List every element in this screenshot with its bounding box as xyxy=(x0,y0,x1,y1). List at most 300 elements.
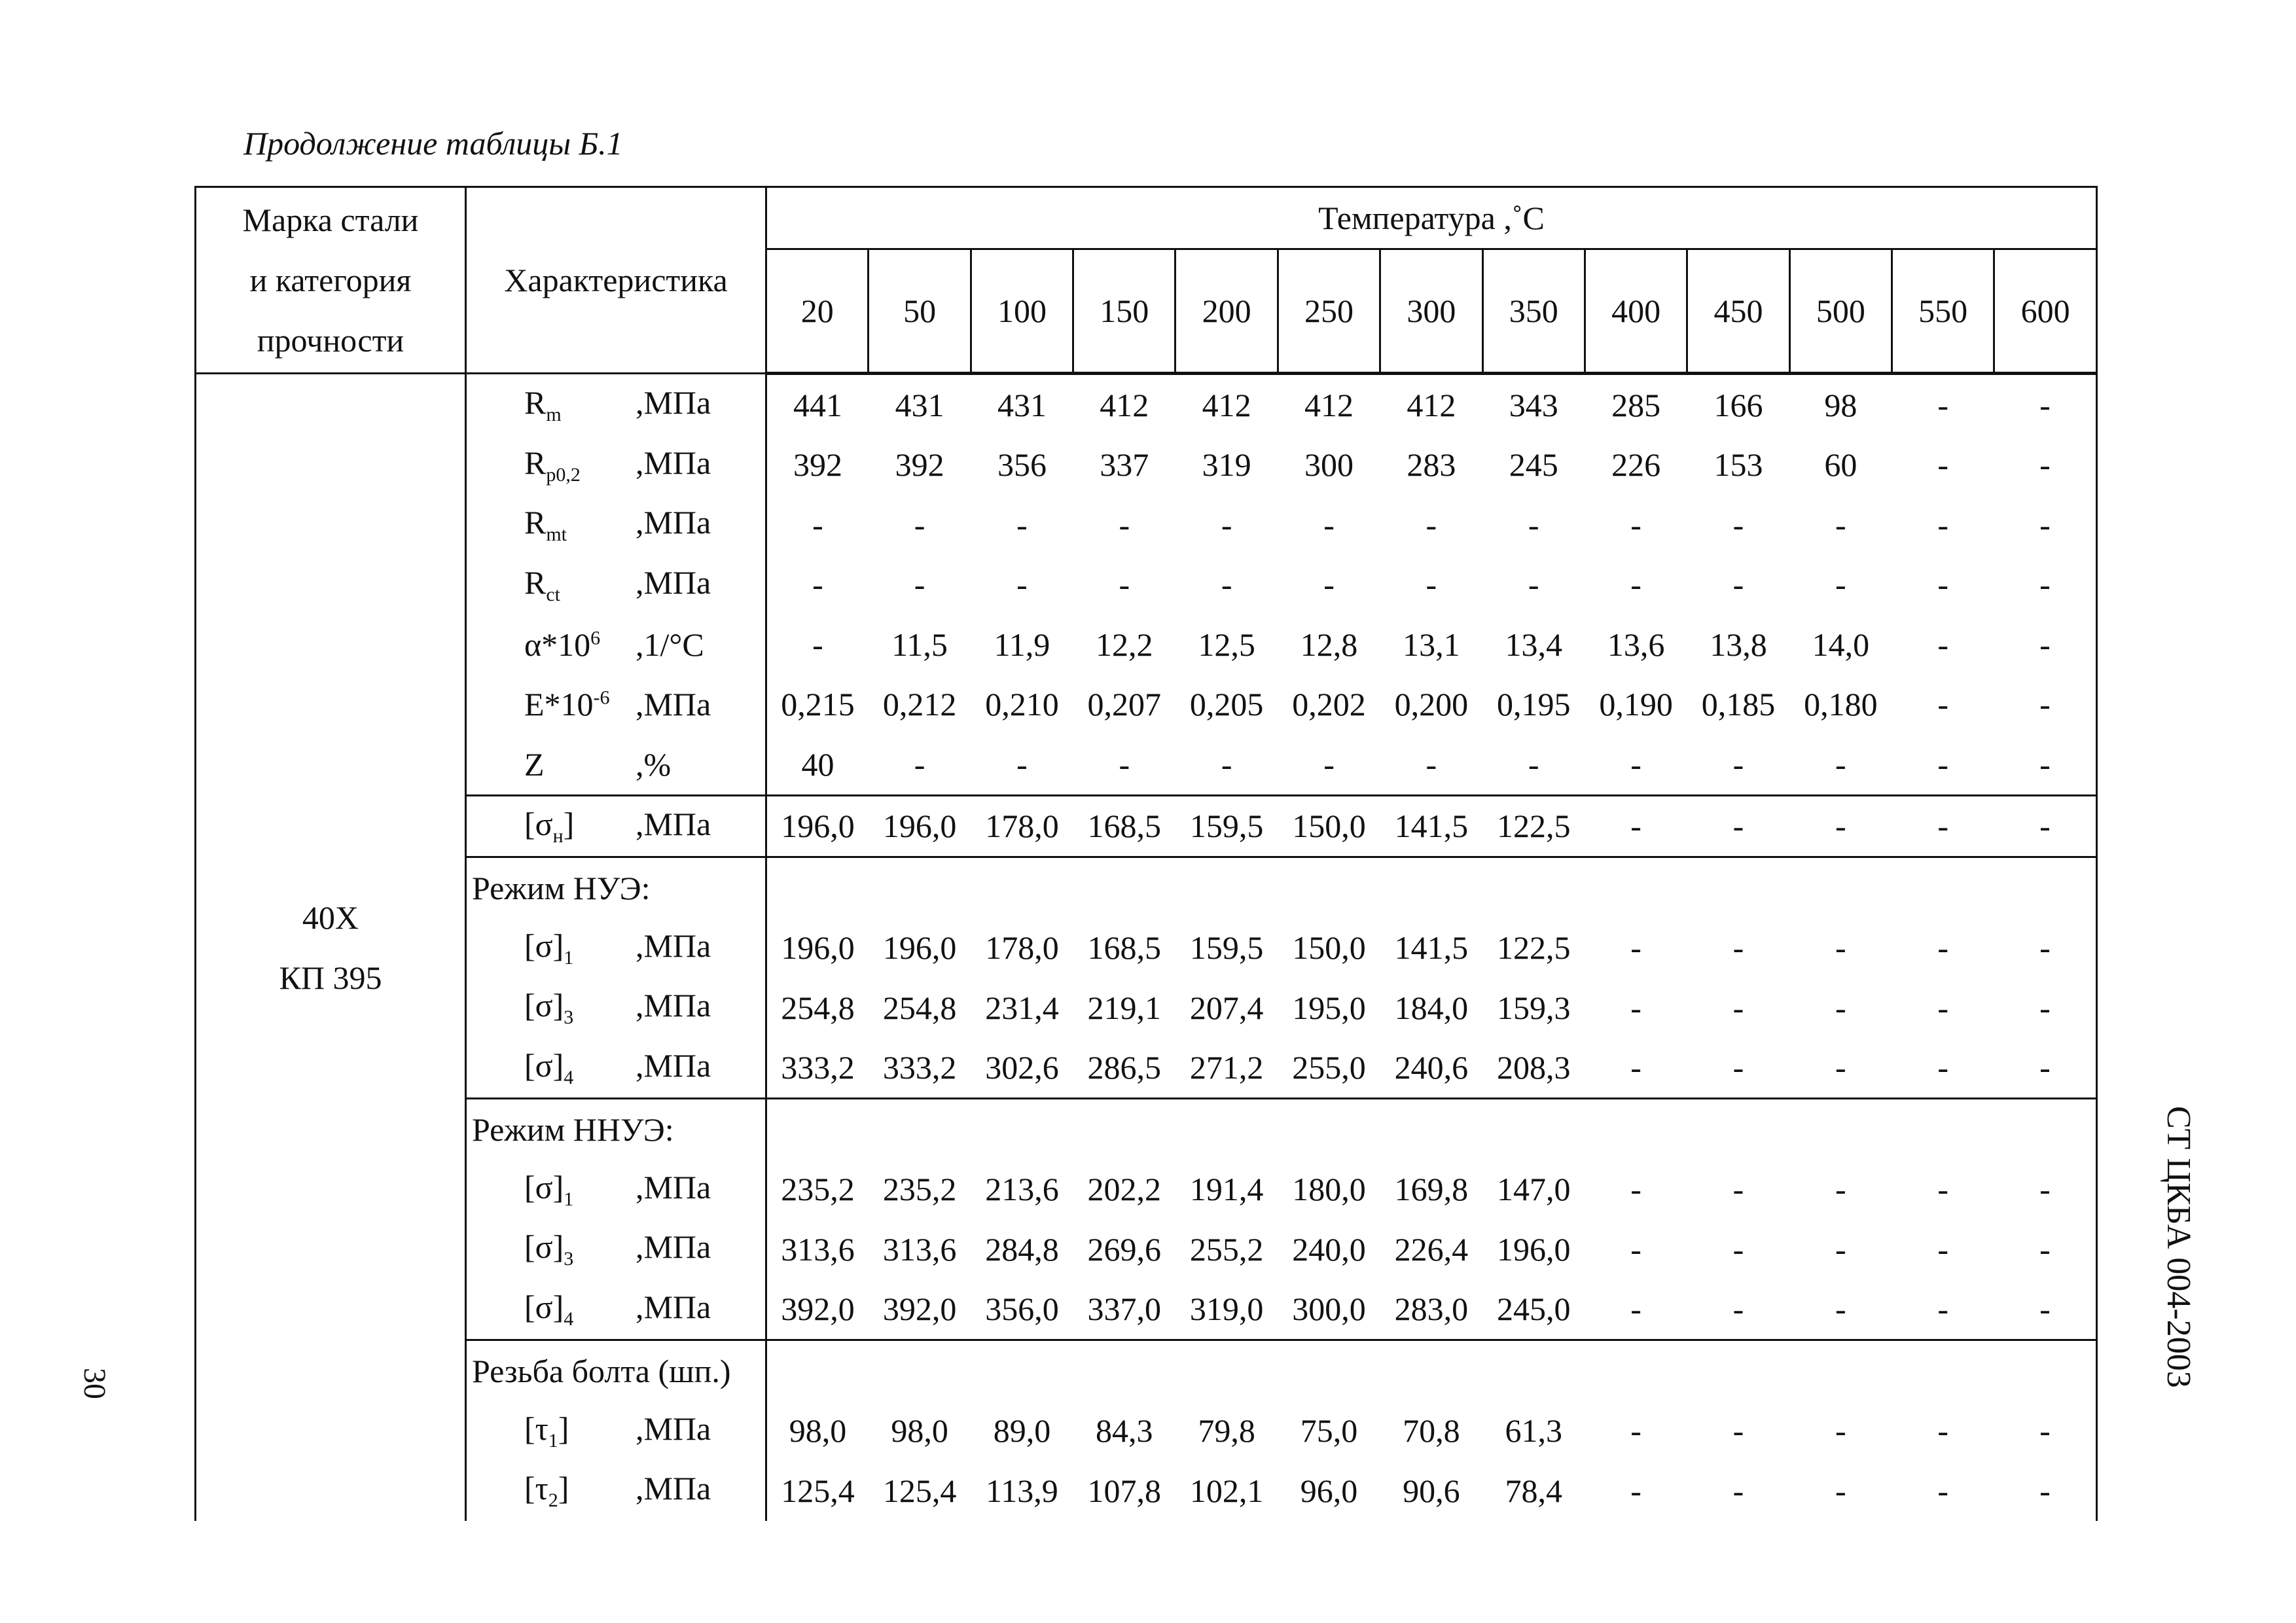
table-row xyxy=(196,495,2097,555)
strength-category: КП 395 xyxy=(279,959,382,996)
symbol: $[\sigma_н]$ xyxy=(524,805,575,847)
value-cell: - xyxy=(1732,989,1744,1026)
value-cell: - xyxy=(1937,1230,1948,1268)
value-cell: 84,3 xyxy=(1096,1412,1153,1450)
value-cell: - xyxy=(1835,1049,1846,1086)
value-cell: - xyxy=(1016,566,1028,603)
temperature-cell: 300 xyxy=(1380,249,1482,374)
value-cell: 0,202 xyxy=(1292,686,1366,723)
value-cell: 300 xyxy=(1304,446,1354,484)
symbol: $[\tau_1]$ xyxy=(524,1410,569,1452)
value-cell: 96,0 xyxy=(1300,1472,1358,1509)
unit: ,МПа xyxy=(635,1046,711,1084)
value-cell: 98,0 xyxy=(891,1412,948,1450)
table-row xyxy=(196,1219,2097,1279)
value-cell: 12,2 xyxy=(1096,626,1153,663)
unit: ,МПа xyxy=(635,1288,711,1325)
value-cell: - xyxy=(1630,1171,1641,1208)
characteristic-cell: Режим НУЭ: xyxy=(465,857,766,918)
value-cell: - xyxy=(1937,446,1948,484)
value-cell: 313,6 xyxy=(882,1230,957,1268)
value-cell: - xyxy=(1937,566,1948,603)
value-cell: 159,5 xyxy=(1175,795,1278,857)
value-cell: - xyxy=(1835,1412,1846,1450)
value-cell: 356,0 xyxy=(985,1291,1059,1328)
value-cell: - xyxy=(1835,506,1846,543)
unit: ,МПа xyxy=(635,1228,711,1266)
value-cell: - xyxy=(1994,1279,2097,1340)
value-cell: 11,9 xyxy=(994,626,1050,663)
characteristic-cell xyxy=(465,1279,766,1340)
value-cell: 285 xyxy=(1611,386,1661,423)
value-cell: 169,8 xyxy=(1394,1171,1469,1208)
value-cell: 207,4 xyxy=(1189,989,1264,1026)
steel-grade: 40Х xyxy=(302,899,359,936)
value-cell: 286,5 xyxy=(1087,1049,1162,1086)
value-cell: - xyxy=(1323,566,1335,603)
value-cell: 168,5 xyxy=(1087,929,1162,967)
table-row xyxy=(196,734,2097,795)
characteristic-cell xyxy=(465,1401,766,1461)
value-cell: 60 xyxy=(1824,446,1857,484)
value-cell: - xyxy=(1937,1472,1948,1509)
value-cell: 240,6 xyxy=(1394,1049,1469,1086)
table-row xyxy=(196,555,2097,615)
value-cell: 231,4 xyxy=(985,989,1059,1026)
unit: ,МПа xyxy=(635,1168,711,1205)
value-cell: 61,3 xyxy=(1505,1412,1562,1450)
value-cell: 0,180 xyxy=(1804,686,1878,723)
value-cell: - xyxy=(1937,989,1948,1026)
value-cell: 412 xyxy=(1100,386,1149,423)
value-cell: 98 xyxy=(1824,386,1857,423)
value-cell: - xyxy=(1835,1230,1846,1268)
value-cell: 412 xyxy=(1407,386,1456,423)
value-cell: 245,0 xyxy=(1496,1291,1571,1328)
value-cell: 392 xyxy=(895,446,944,484)
value-cell: - xyxy=(1994,978,2097,1038)
value-cell: 271,2 xyxy=(1189,1049,1264,1086)
value-cell: 122,5 xyxy=(1482,795,1585,857)
value-cell: 180,0 xyxy=(1292,1171,1366,1208)
value-cell: - xyxy=(812,566,823,603)
value-cell: 412 xyxy=(1304,386,1354,423)
value-cell: 90,6 xyxy=(1403,1472,1460,1509)
empty-cell xyxy=(766,1099,2097,1160)
value-cell: 14,0 xyxy=(1812,626,1870,663)
characteristic-cell: Резьба болта (шп.) xyxy=(465,1340,766,1401)
value-cell: - xyxy=(1732,1412,1744,1450)
symbol: $[\sigma]_4$ xyxy=(524,1046,574,1088)
value-cell: - xyxy=(1994,1160,2097,1220)
value-cell: 392 xyxy=(793,446,842,484)
value-cell: - xyxy=(1937,506,1948,543)
value-cell: - xyxy=(1994,675,2097,735)
value-cell: - xyxy=(1426,745,1437,783)
value-cell: 431 xyxy=(895,386,944,423)
symbol: $[\sigma]_3$ xyxy=(524,987,574,1029)
temperature-cell: 200 xyxy=(1175,249,1278,374)
value-cell: - xyxy=(1994,435,2097,495)
value-cell: 356 xyxy=(997,446,1047,484)
value-cell: - xyxy=(1835,1291,1846,1328)
empty-cell xyxy=(766,1340,2097,1401)
value-cell: 333,2 xyxy=(781,1049,855,1086)
value-cell: 283 xyxy=(1407,446,1456,484)
value-cell: - xyxy=(1835,1472,1846,1509)
value-cell: - xyxy=(1835,929,1846,967)
value-cell: - xyxy=(1016,506,1028,543)
value-cell: - xyxy=(1630,1230,1641,1268)
value-cell: - xyxy=(1687,795,1789,857)
value-cell: 300,0 xyxy=(1292,1291,1366,1328)
characteristic-cell xyxy=(465,918,766,978)
unit: ,МПа xyxy=(635,444,711,481)
characteristic-cell xyxy=(465,1160,766,1220)
temperature-cell: 50 xyxy=(869,249,971,374)
characteristic-cell xyxy=(465,795,766,857)
value-cell: - xyxy=(1528,506,1539,543)
table-row xyxy=(196,1401,2097,1461)
value-cell: - xyxy=(1994,734,2097,795)
value-cell: - xyxy=(1937,1171,1948,1208)
table-row xyxy=(196,675,2097,735)
value-cell: 102,1 xyxy=(1189,1472,1264,1509)
value-cell: - xyxy=(1630,929,1641,967)
value-cell: 40 xyxy=(801,745,834,783)
characteristic-cell xyxy=(465,374,766,435)
value-cell: 319,0 xyxy=(1189,1291,1264,1328)
value-cell: 254,8 xyxy=(882,989,957,1026)
unit: ,МПа xyxy=(635,987,711,1024)
characteristic-cell xyxy=(465,675,766,735)
value-cell: - xyxy=(1732,1291,1744,1328)
value-cell: 107,8 xyxy=(1087,1472,1162,1509)
symbol: $\alpha*10^6$ xyxy=(524,626,601,663)
page-number: 30 xyxy=(77,1368,112,1399)
unit: ,1/°С xyxy=(635,626,704,663)
value-cell: - xyxy=(1994,1401,2097,1461)
temperature-cell: 250 xyxy=(1278,249,1380,374)
value-cell: 235,2 xyxy=(781,1171,855,1208)
value-cell: 79,8 xyxy=(1198,1412,1255,1450)
value-cell: 98,0 xyxy=(789,1412,847,1450)
temperature-cell: 350 xyxy=(1482,249,1585,374)
characteristic-cell xyxy=(465,978,766,1038)
characteristic-cell xyxy=(465,734,766,795)
value-cell: 122,5 xyxy=(1496,929,1571,967)
value-cell: 319 xyxy=(1202,446,1251,484)
temperature-cell: 550 xyxy=(1892,249,1994,374)
unit: ,МПа xyxy=(635,686,711,723)
value-cell: 431 xyxy=(997,386,1047,423)
value-cell: - xyxy=(1630,566,1641,603)
value-cell: 13,4 xyxy=(1505,626,1562,663)
symbol: Z xyxy=(524,745,545,783)
value-cell: - xyxy=(1732,1472,1744,1509)
value-cell: 226,4 xyxy=(1394,1230,1469,1268)
unit: ,МПа xyxy=(635,927,711,964)
value-cell: 147,0 xyxy=(1496,1171,1571,1208)
value-cell: - xyxy=(1016,745,1028,783)
value-cell: 284,8 xyxy=(985,1230,1059,1268)
value-cell: - xyxy=(1630,989,1641,1026)
value-cell: 12,8 xyxy=(1300,626,1358,663)
value-cell: - xyxy=(1732,1230,1744,1268)
value-cell: - xyxy=(1630,1049,1641,1086)
value-cell: 213,6 xyxy=(985,1171,1059,1208)
value-cell: - xyxy=(1323,745,1335,783)
characteristic-cell xyxy=(465,1038,766,1099)
value-cell: - xyxy=(1426,506,1437,543)
value-cell: - xyxy=(1994,1461,2097,1521)
table-row xyxy=(196,1340,2097,1401)
value-cell: 150,0 xyxy=(1292,929,1366,967)
value-cell: 337,0 xyxy=(1087,1291,1162,1328)
value-cell: 13,6 xyxy=(1607,626,1665,663)
value-cell: 0,205 xyxy=(1189,686,1264,723)
value-cell: - xyxy=(1221,506,1232,543)
value-cell: - xyxy=(1892,795,1994,857)
value-cell: 196,0 xyxy=(766,795,869,857)
value-cell: 196,0 xyxy=(781,929,855,967)
value-cell: 302,6 xyxy=(985,1049,1059,1086)
value-cell: 235,2 xyxy=(882,1171,957,1208)
symbol: $R_{ct}$ xyxy=(524,563,560,605)
value-cell: 254,8 xyxy=(781,989,855,1026)
table-row xyxy=(196,1160,2097,1220)
table-row xyxy=(196,918,2097,978)
value-cell: 78,4 xyxy=(1505,1472,1562,1509)
value-cell: 12,5 xyxy=(1198,626,1255,663)
value-cell: - xyxy=(1835,1171,1846,1208)
value-cell: - xyxy=(1937,1049,1948,1086)
characteristic-cell xyxy=(465,1219,766,1279)
value-cell: - xyxy=(1119,745,1130,783)
value-cell: 283,0 xyxy=(1394,1291,1469,1328)
value-cell: - xyxy=(1994,1038,2097,1099)
table-row xyxy=(196,374,2097,435)
value-cell: - xyxy=(1835,566,1846,603)
value-cell: - xyxy=(1630,506,1641,543)
temperature-cell: 500 xyxy=(1789,249,1892,374)
value-cell: 240,0 xyxy=(1292,1230,1366,1268)
value-cell: 89,0 xyxy=(993,1412,1051,1450)
value-cell: - xyxy=(1630,1412,1641,1450)
table-row xyxy=(196,1461,2097,1521)
characteristic-cell xyxy=(465,615,766,675)
symbol: $R_{p0,2}$ xyxy=(524,444,581,486)
value-cell: - xyxy=(1630,745,1641,783)
characteristic-cell: Режим ННУЭ: xyxy=(465,1099,766,1160)
value-cell: - xyxy=(1994,795,2097,857)
value-cell: 392,0 xyxy=(882,1291,957,1328)
grade-column-header: Марка стали и категория прочности xyxy=(196,187,466,374)
symbol: $R_m$ xyxy=(524,383,562,425)
value-cell: 313,6 xyxy=(781,1230,855,1268)
document-code: СТ ЦКБА 004-2003 xyxy=(2160,1106,2197,1388)
value-cell: - xyxy=(812,506,823,543)
value-cell: - xyxy=(1937,686,1948,723)
value-cell: 150,0 xyxy=(1278,795,1380,857)
value-cell: - xyxy=(914,745,925,783)
value-cell: - xyxy=(1937,1291,1948,1328)
value-cell: - xyxy=(1119,566,1130,603)
value-cell: - xyxy=(914,566,925,603)
unit: ,МПа xyxy=(635,805,711,842)
value-cell: - xyxy=(1528,745,1539,783)
value-cell: 141,5 xyxy=(1394,929,1469,967)
table-row xyxy=(196,615,2097,675)
table-row xyxy=(196,857,2097,918)
value-cell: 255,2 xyxy=(1189,1230,1264,1268)
value-cell: - xyxy=(1937,386,1948,423)
table-row xyxy=(196,1099,2097,1160)
value-cell: 219,1 xyxy=(1087,989,1162,1026)
value-cell: - xyxy=(1994,555,2097,615)
value-cell: 184,0 xyxy=(1394,989,1469,1026)
value-cell: 113,9 xyxy=(986,1472,1058,1509)
temperature-cell: 20 xyxy=(766,249,869,374)
table-row xyxy=(196,978,2097,1038)
value-cell: - xyxy=(1937,1412,1948,1450)
value-cell: - xyxy=(1630,1472,1641,1509)
symbol: $[\sigma]_1$ xyxy=(524,1168,574,1210)
value-cell: 0,215 xyxy=(781,686,855,723)
value-cell: 70,8 xyxy=(1403,1412,1460,1450)
unit: ,% xyxy=(635,745,672,783)
value-cell: 196,0 xyxy=(882,929,957,967)
unit: ,МПа xyxy=(635,563,711,601)
value-cell: - xyxy=(1937,929,1948,967)
value-cell: 159,3 xyxy=(1496,989,1571,1026)
characteristic-column-header: Характеристика xyxy=(465,187,766,374)
value-cell: 255,0 xyxy=(1292,1049,1366,1086)
value-cell: - xyxy=(1732,1049,1744,1086)
value-cell: 0,185 xyxy=(1701,686,1776,723)
value-cell: 168,5 xyxy=(1073,795,1175,857)
value-cell: - xyxy=(914,506,925,543)
value-cell: - xyxy=(1732,745,1744,783)
value-cell: 75,0 xyxy=(1300,1412,1358,1450)
value-cell: 125,4 xyxy=(781,1472,855,1509)
value-cell: 269,6 xyxy=(1087,1230,1162,1268)
empty-cell xyxy=(766,857,2097,918)
unit: ,МПа xyxy=(635,504,711,541)
value-cell: 343 xyxy=(1509,386,1558,423)
value-cell: 0,212 xyxy=(882,686,957,723)
value-cell: - xyxy=(1426,566,1437,603)
value-cell: - xyxy=(1994,918,2097,978)
table-caption: Продолжение таблицы Б.1 xyxy=(243,125,623,162)
value-cell: 245 xyxy=(1509,446,1558,484)
value-cell: 141,5 xyxy=(1380,795,1482,857)
value-cell: - xyxy=(812,626,823,663)
value-cell: - xyxy=(1835,745,1846,783)
value-cell: 441 xyxy=(793,386,842,423)
value-cell: 159,5 xyxy=(1189,929,1264,967)
unit: ,МПа xyxy=(635,1410,711,1447)
temperature-cell: 150 xyxy=(1073,249,1175,374)
value-cell: 178,0 xyxy=(971,795,1073,857)
value-cell: - xyxy=(1994,615,2097,675)
value-cell: 196,0 xyxy=(869,795,971,857)
table-row xyxy=(196,1279,2097,1340)
value-cell: - xyxy=(1835,989,1846,1026)
value-cell: - xyxy=(1528,566,1539,603)
value-cell: - xyxy=(1221,745,1232,783)
temperature-cell: 100 xyxy=(971,249,1073,374)
value-cell: - xyxy=(1119,506,1130,543)
value-cell: 392,0 xyxy=(781,1291,855,1328)
characteristic-cell xyxy=(465,555,766,615)
value-cell: 196,0 xyxy=(1496,1230,1571,1268)
temperature-cell: 450 xyxy=(1687,249,1789,374)
symbol: $R_{mt}$ xyxy=(524,504,567,546)
value-cell: - xyxy=(1994,1219,2097,1279)
symbol: $[\tau_2]$ xyxy=(524,1470,569,1512)
symbol: $[\sigma]_1$ xyxy=(524,927,574,969)
value-cell: 0,195 xyxy=(1496,686,1571,723)
value-cell: - xyxy=(1732,1171,1744,1208)
properties-table xyxy=(194,186,2098,1521)
value-cell: 125,4 xyxy=(882,1472,957,1509)
value-cell: - xyxy=(1585,795,1687,857)
value-cell: - xyxy=(1789,795,1892,857)
temperature-header: Температура ,˚С xyxy=(766,187,2097,249)
unit: ,МПа xyxy=(635,383,711,421)
unit: ,МПа xyxy=(635,1470,711,1507)
symbol: $[\sigma]_3$ xyxy=(524,1228,574,1270)
value-cell: - xyxy=(1732,566,1744,603)
value-cell: - xyxy=(1994,495,2097,555)
value-cell: 0,207 xyxy=(1087,686,1162,723)
temperature-cell: 600 xyxy=(1994,249,2097,374)
steel-grade-cell xyxy=(196,374,466,1521)
temperature-cell: 400 xyxy=(1585,249,1687,374)
value-cell: 11,5 xyxy=(891,626,948,663)
characteristic-cell xyxy=(465,495,766,555)
value-cell: 13,8 xyxy=(1710,626,1767,663)
value-cell: 166 xyxy=(1713,386,1763,423)
value-cell: - xyxy=(1221,566,1232,603)
value-cell: 202,2 xyxy=(1087,1171,1162,1208)
table-row xyxy=(196,435,2097,495)
value-cell: - xyxy=(1994,374,2097,435)
value-cell: 178,0 xyxy=(985,929,1059,967)
value-cell: - xyxy=(1732,929,1744,967)
characteristic-cell xyxy=(465,1461,766,1521)
value-cell: - xyxy=(1937,745,1948,783)
value-cell: - xyxy=(1937,626,1948,663)
value-cell: - xyxy=(1732,506,1744,543)
value-cell: 333,2 xyxy=(882,1049,957,1086)
value-cell: 191,4 xyxy=(1189,1171,1264,1208)
value-cell: - xyxy=(1630,1291,1641,1328)
value-cell: 208,3 xyxy=(1496,1049,1571,1086)
value-cell: 0,200 xyxy=(1394,686,1469,723)
symbol: $E*10^{-6}$ xyxy=(524,686,610,723)
value-cell: 13,1 xyxy=(1403,626,1460,663)
table-row xyxy=(196,795,2097,857)
value-cell: 0,190 xyxy=(1599,686,1673,723)
symbol: $[\sigma]_4$ xyxy=(524,1288,574,1330)
value-cell: 226 xyxy=(1611,446,1661,484)
value-cell: 412 xyxy=(1202,386,1251,423)
value-cell: 153 xyxy=(1713,446,1763,484)
value-cell: - xyxy=(1323,506,1335,543)
value-cell: 0,210 xyxy=(985,686,1059,723)
